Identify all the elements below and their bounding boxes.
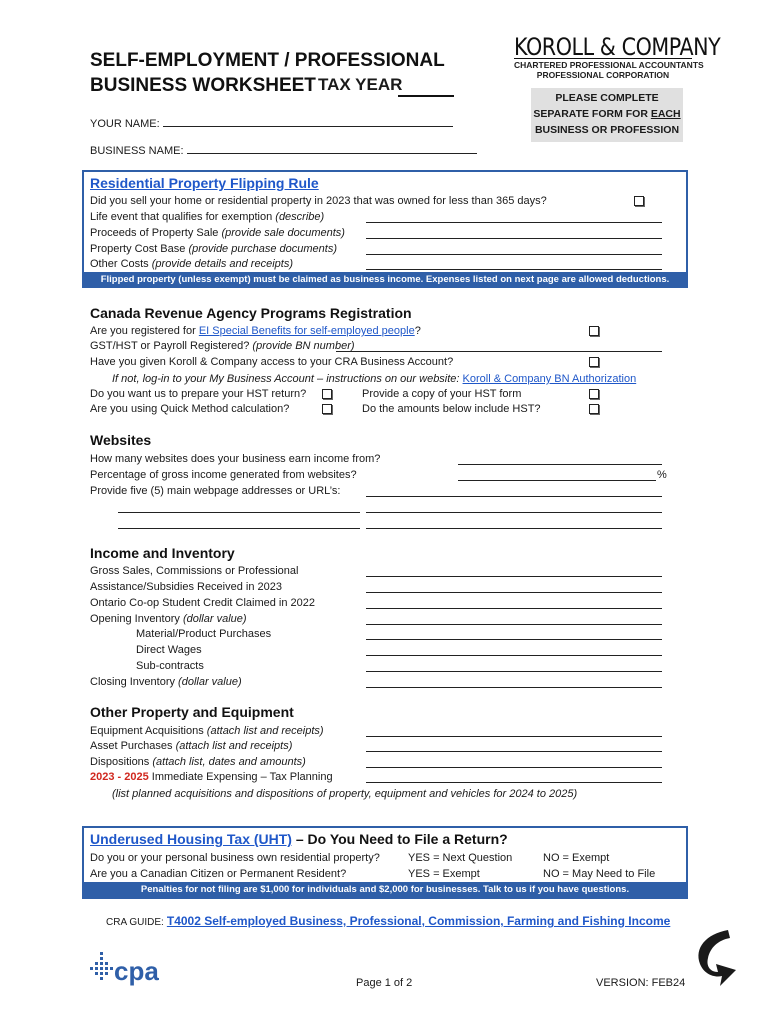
uht-q2-yes: YES = Exempt [408,868,480,880]
property-field[interactable] [366,767,662,768]
income-field[interactable] [366,655,662,656]
websites-q-count: How many websites does your business earn income from? [90,453,381,465]
cra-q-quick-method: Are you using Quick Method calculation? [90,403,290,415]
uht-title [90,831,508,847]
cra-q-gst-text: GST/HST or Payroll Registered? [90,340,253,352]
income-row [90,596,315,611]
property-row [90,739,292,754]
life-event-field[interactable] [366,222,662,223]
uht-q1-no: NO = Exempt [543,852,610,864]
income-row [90,612,247,627]
cpa-logo-text: cpa [114,956,159,986]
property-note [112,787,577,802]
your-name-field[interactable] [163,116,453,127]
bn-authorization-link[interactable]: Koroll & Company BN Authorization [462,373,637,385]
url-field[interactable] [118,512,360,513]
url-field[interactable] [366,512,662,513]
uht-q1-yes: YES = Next Question [408,852,513,864]
websites-q-percent: Percentage of gross income generated from websites? [90,469,357,481]
income-row [90,675,242,690]
url-field[interactable] [366,528,662,529]
income-row-label: Material/Product Purchases [136,628,272,640]
your-name-row [90,116,453,130]
uht-q2: Are you a Canadian Citizen or Permanent Resident? [90,868,347,880]
property-row-label: Dispositions [90,756,153,768]
page-number: Page 1 of 2 [356,977,413,989]
income-row [90,580,282,595]
other-costs-note: (provide details and receipts) [151,258,293,270]
proceeds-field[interactable] [366,238,662,239]
property-field[interactable] [366,736,662,737]
flipping-checkbox[interactable] [634,196,644,206]
income-row-note: (dollar value) [178,676,242,688]
cra-q-gst [90,339,355,354]
cra-guide-label: CRA GUIDE: [106,917,164,928]
cra-q-access: Have you given Koroll & Company access to your CRA Business Account? [90,356,454,368]
cra-section-title: Canada Revenue Agency Programs Registration [90,305,412,321]
property-row-label: Asset Purchases [90,740,176,752]
property-note-text: (list planned acquisitions and dispositions of property, equipment and vehicles for 2024 to 2025) [112,788,578,800]
expensing-years: 2023 - 2025 [90,771,149,783]
income-section-title: Income and Inventory [90,545,235,561]
cra-q-ei [90,324,421,339]
income-row-label: Sub-contracts [136,660,204,672]
flipping-question: Did you sell your home or residential property in 2023 that was owned for less than 365 days? [90,195,547,207]
income-field[interactable] [366,576,662,577]
cra-guide-link[interactable]: T4002 Self-employed Business, Professional, Commission, Farming and Fishing Income [166,914,671,928]
cra-q-gst-note: (provide BN number) [252,340,355,352]
business-name-label: BUSINESS NAME: [90,145,184,157]
page-curl-arrow-icon[interactable] [684,924,744,994]
income-row [136,659,204,674]
uht-link[interactable]: Underused Housing Tax (UHT) [90,831,292,847]
proceeds-text: Proceeds of Property Sale [90,227,222,239]
percent-unit: % [657,469,667,481]
income-row-note: (dollar value) [182,613,247,625]
cra-q-login-text: If not, log-in to your My Business Account – instructions on our website: [112,373,463,385]
property-row-note: (attach list, dates and amounts) [152,756,306,768]
cost-base-text: Property Cost Base [90,243,189,255]
income-field[interactable] [366,592,662,593]
url-field[interactable] [118,528,360,529]
uht-banner: Penalties for not filing are $1,000 for individuals and $2,000 for businesses. Talk to us if you have questions. [84,882,686,897]
company-logo: KOROLL & COMPANY [514,33,721,61]
income-row-label: Opening Inventory [90,613,183,625]
hst-return-checkbox[interactable] [322,389,332,399]
notice-emphasis: EACH [650,108,681,120]
websites-section-title: Websites [90,432,152,448]
other-costs-text: Other Costs [90,258,152,270]
access-checkbox[interactable] [589,357,599,367]
cra-q-ei-text: Are you registered for [90,325,199,337]
income-field[interactable] [366,687,662,688]
property-row-label: Equipment Acquisitions [90,725,207,737]
property-row [90,724,324,739]
income-row-label: Gross Sales, Commissions or Professional [90,565,299,577]
life-event-note: (describe) [275,211,325,223]
property-section-title: Other Property and Equipment [90,704,294,720]
tax-year-field[interactable] [398,95,454,97]
income-row [136,627,271,642]
business-name-field[interactable] [187,143,477,154]
cra-guide-row [106,914,670,928]
cost-base-field[interactable] [366,254,662,255]
uht-q1: Do you or your personal business own residential property? [90,852,380,864]
title-line-1: SELF-EMPLOYMENT / PROFESSIONAL [90,50,445,71]
uht-title-rest: – Do You Need to File a Return? [291,831,508,847]
income-row-label: Assistance/Subsidies Received in 2023 [90,581,283,593]
notice-line-1: PLEASE COMPLETE [555,92,659,104]
cra-q-login [112,372,636,387]
websites-percent-field[interactable] [458,480,656,481]
proceeds-label [90,226,345,241]
title-line-2: BUSINESS WORKSHEET [90,75,316,96]
income-row-label: Direct Wages [136,644,202,656]
flipping-rule-title[interactable]: Residential Property Flipping Rule [90,175,319,191]
property-row-note: (attach list and receipts) [175,740,293,752]
cra-q-include-hst: Do the amounts below include HST? [362,403,541,415]
cra-q-hst-return: Do you want us to prepare your HST return? [90,388,307,400]
business-name-row [90,143,477,157]
quick-method-checkbox[interactable] [322,404,332,414]
websites-count-field[interactable] [458,464,662,465]
logo-subtitle [514,60,704,80]
logo-subtitle-line-2: PROFESSIONAL CORPORATION [536,70,670,80]
income-field[interactable] [366,624,662,625]
version-label: VERSION: FEB24 [596,977,686,989]
hst-form-checkbox[interactable] [589,389,599,399]
logo-divider [514,58,692,59]
other-costs-label [90,257,293,272]
notice-line-3: BUSINESS OR PROFESSION [534,124,680,136]
flipping-banner: Flipped property (unless exempt) must be claimed as business income. Expenses listed on next page are allowed deductions. [84,272,686,287]
property-row [90,770,333,785]
cra-q-hst-form: Provide a copy of your HST form [362,388,522,400]
notice-line-2 [531,106,683,122]
income-row-label: Closing Inventory [90,676,179,688]
uht-q2-no: NO = May Need to File [543,868,656,880]
proceeds-note: (provide sale documents) [221,227,345,239]
income-row-label: Ontario Co-op Student Credit Claimed in 2022 [90,597,316,609]
cpa-logo [90,950,170,990]
ei-checkbox[interactable] [589,326,599,336]
property-field[interactable] [366,782,662,783]
life-event-label [90,210,324,225]
include-hst-checkbox[interactable] [589,404,599,414]
cost-base-note: (provide purchase documents) [188,243,338,255]
income-field[interactable] [366,608,662,609]
life-event-text: Life event that qualifies for exemption [90,211,276,223]
income-field[interactable] [366,671,662,672]
tax-year-label: TAX YEAR [318,75,403,94]
property-row [90,755,306,770]
ei-benefits-link[interactable]: EI Special Benefits for self-employed people [198,325,415,337]
property-row-note: (attach list and receipts) [206,725,324,737]
your-name-label: YOUR NAME: [90,118,160,130]
cost-base-label [90,242,337,257]
income-row [90,564,298,579]
notice-line-2-text: SEPARATE FORM FOR [533,108,651,120]
income-row [136,643,202,658]
property-field[interactable] [366,751,662,752]
logo-subtitle-line-1: CHARTERED PROFESSIONAL ACCOUNTANTS [514,60,704,70]
cpa-star-icon [90,950,114,986]
income-field[interactable] [366,639,662,640]
url-field[interactable] [366,496,662,497]
property-row-label: Immediate Expensing – Tax Planning [148,771,333,783]
bn-number-field[interactable] [336,351,662,352]
websites-q-urls: Provide five (5) main webpage addresses or URL’s: [90,485,341,497]
notice-box [531,88,683,142]
other-costs-field[interactable] [366,269,662,270]
cra-q-ei-end: ? [414,325,421,337]
